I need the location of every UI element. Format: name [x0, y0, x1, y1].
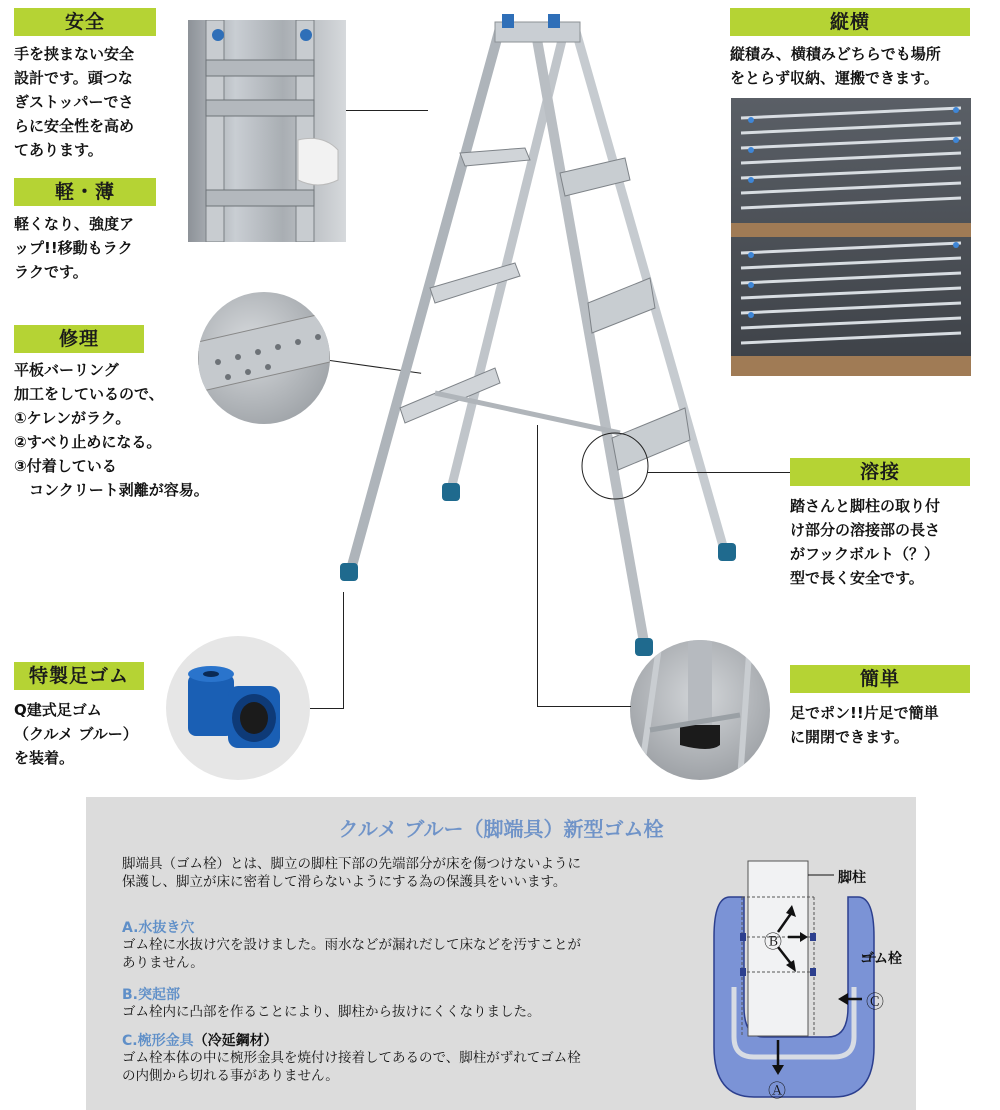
diagram-mark-b: Ⓑ — [764, 932, 782, 953]
safety-badge: 安全 — [14, 8, 156, 36]
diagram-mark-a: Ⓐ — [768, 1081, 786, 1102]
easy-photo — [630, 640, 770, 780]
diagram-label-plug: ゴム栓 — [860, 951, 902, 967]
stepladder-illustration — [320, 8, 760, 668]
welding-badge: 溶接 — [790, 458, 970, 486]
light-text: 軽くなり、強度ア ップ!!移動もラク ラクです。 — [14, 215, 135, 281]
panel-title: クルメ ブルー（脚端具）新型ゴム栓 — [338, 817, 664, 841]
easy-leader-line-v — [537, 425, 538, 707]
repair-text: 平板バーリング 加工をしているので、 ①ケレンがラク。 ②すべり止めになる。 ③付着している コンクリート剥離が容易。 — [14, 361, 209, 499]
panel-intro: 脚端具（ゴム栓）とは、脚立の脚柱下部の先端部分が床を傷つけないように 保護し、脚立が床に密着して滑らないようにする為の保護具をいいます。 — [122, 856, 581, 890]
section-b-text: ゴム栓内に凸部を作ることにより、脚柱から抜けにくくなりました。 — [122, 1004, 541, 1020]
rubber-plug-panel — [86, 797, 916, 1110]
blue-rubber-feet-image — [166, 636, 310, 780]
repair-badge: 修理 — [14, 325, 144, 353]
section-c-heading — [122, 1030, 278, 1050]
stacking-badge: 縦横 — [730, 8, 970, 36]
easy-leader-line-h — [537, 706, 631, 707]
rubber-photo — [166, 636, 310, 780]
rubber-leader-line-h — [310, 708, 344, 709]
rubber-plug-diagram — [704, 857, 914, 1107]
diagram-label-leg: 脚柱 — [838, 870, 866, 886]
step-surface-image — [198, 292, 330, 424]
easy-text: 足でポン!!片足で簡単 に開閉できます。 — [790, 704, 939, 746]
rubber-text: Q建式足ゴム （クルメ ブルー） を装着。 — [14, 701, 138, 767]
rubber-badge: 特製足ゴム — [14, 662, 144, 690]
section-a-text: ゴム栓に水抜け穴を設けました。雨水などが漏れだして床などを汚すことが ありません。 — [122, 937, 581, 971]
stacked-ladders-image — [731, 98, 971, 376]
welding-leader-line — [647, 472, 790, 473]
stacking-text: 縦積み、横積みどちらでも場所 をとらず収納、運搬できます。 — [730, 45, 941, 87]
section-c-subtitle: （冷延鋼材） — [193, 1033, 278, 1049]
section-b-heading: B.突起部 — [122, 987, 180, 1003]
safety-text: 手を挟まない安全 設計です。頭つな ぎストッパーでさ らに安全性を高め てあります。 — [14, 45, 135, 159]
easy-badge: 簡単 — [790, 665, 970, 693]
repair-photo — [198, 292, 330, 424]
light-badge: 軽・薄 — [14, 178, 156, 206]
section-c-text: ゴム栓本体の中に椀形金具を焼付け接着してあるので、脚柱がずれてゴム栓 の内側から切れる事がありません。 — [122, 1050, 581, 1084]
welding-text: 踏さんと脚柱の取り付 け部分の溶接部の長さ がフックボルト（？） 型で長く安全です。 — [790, 497, 941, 587]
section-a-heading: A.水抜き穴 — [122, 920, 195, 936]
stacking-photo — [731, 98, 971, 376]
foot-opening-image — [630, 640, 770, 780]
section-c-title: C.椀形金具 — [122, 1033, 194, 1049]
diagram-mark-c: Ⓒ — [866, 992, 884, 1013]
